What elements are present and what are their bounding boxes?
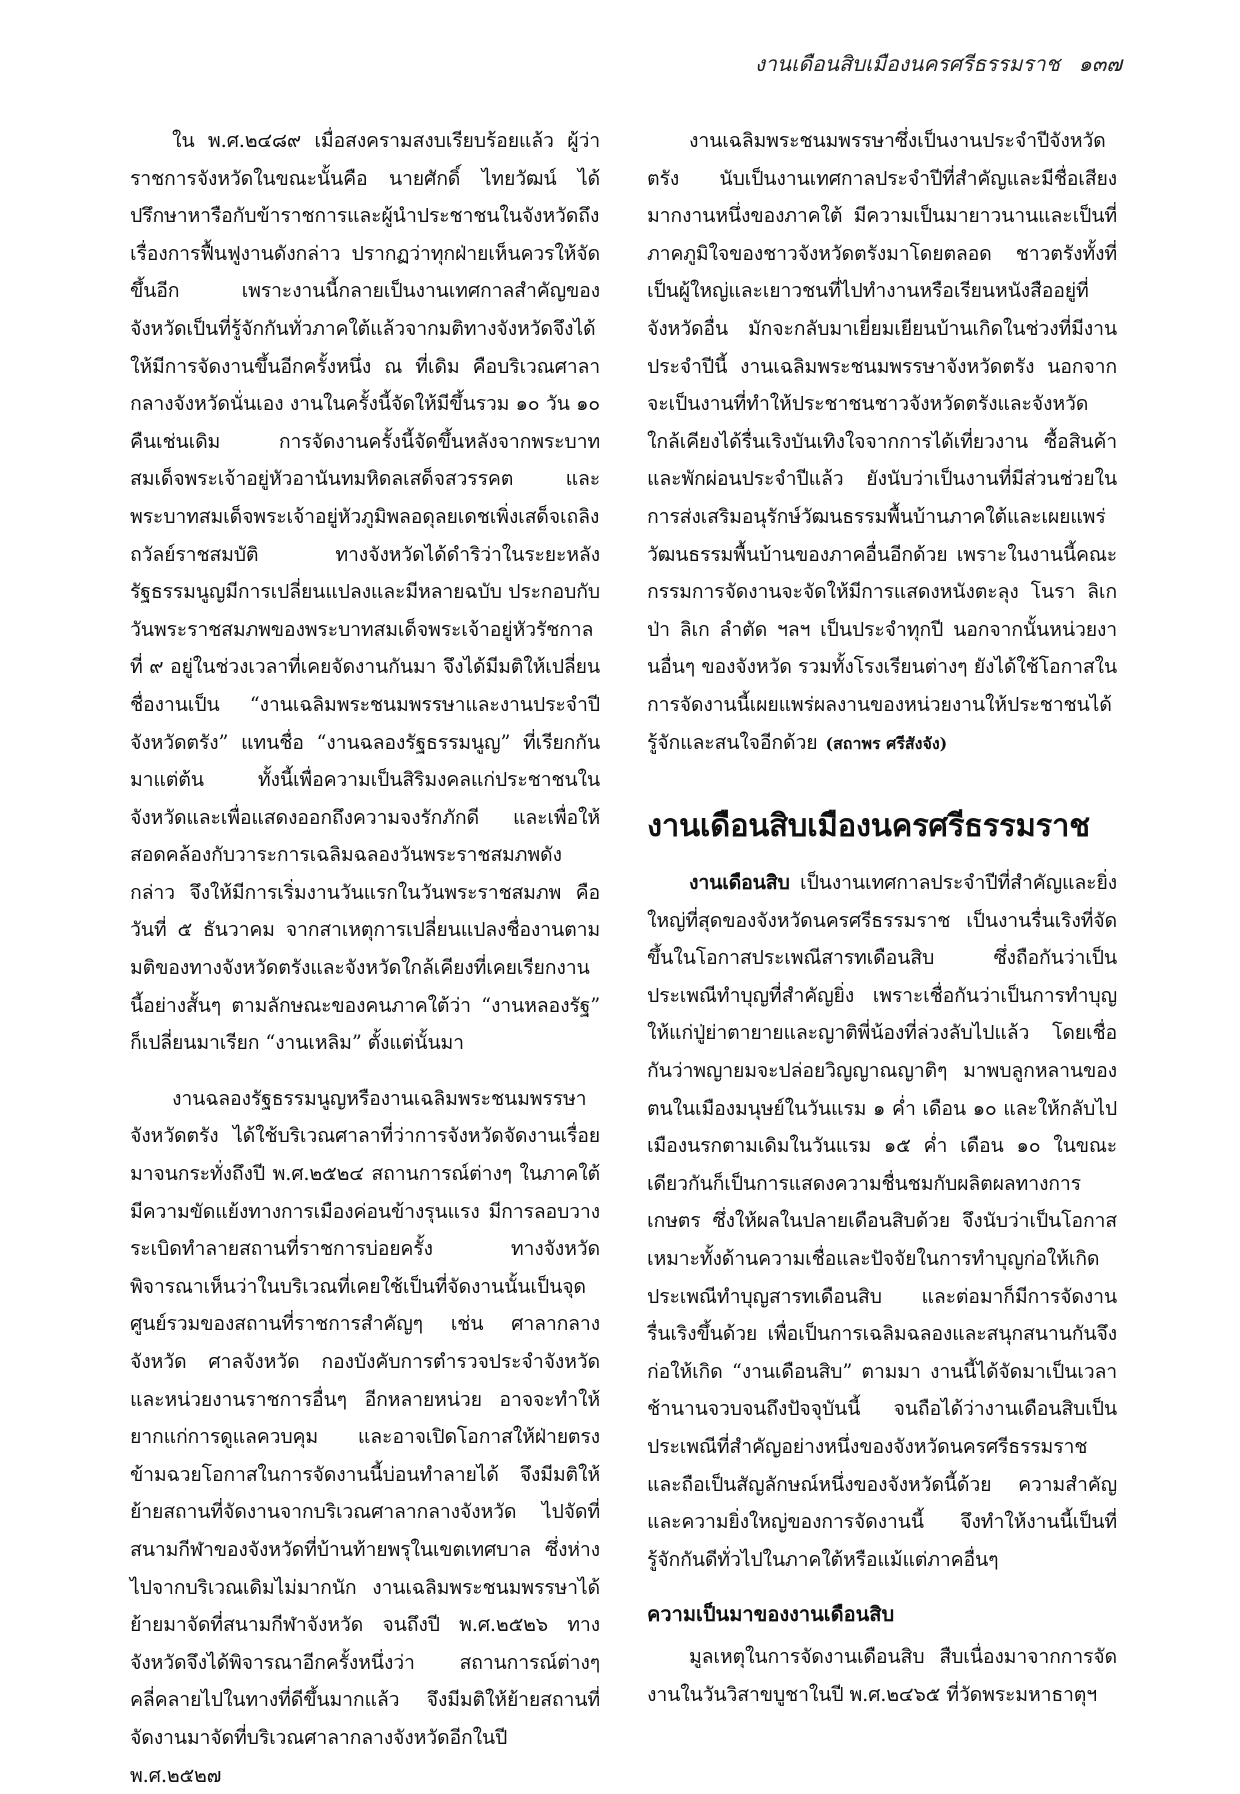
left-column — [130, 122, 600, 1794]
history-paragraph: มูลเหตุในการจัดงานเดือนสิบ สืบเนื่องมาจากการจัดงานในวันวิสาขบูชาในปี พ.ศ.๒๔๖๕ ที่วัดพระมหาธาตุฯ — [647, 1645, 1117, 1706]
running-title: งานเดือนสิบเมืองนครศรีธรรมราช — [754, 52, 1060, 76]
left-paragraph-2: งานฉลองรัฐธรรมนูญหรืองานเฉลิมพระชนมพรรษาจังหวัดตรัง ได้ใช้บริเวณศาลาที่ว่าการจังหวัดจัดงานเรื่อยมาจนกระทั่งถึงปี พ.ศ.๒๕๒๔ สถานการณ์ต่างๆ ในภาคใต้มีความขัดแย้งทางการเมืองค่อนข้างรุนแรง มีการลอบวางระเบิดทำลายสถานที่ราชการบ่อยครั้ง ทางจังหวัดพิจารณาเห็นว่าในบริเวณที่เคยใช้เป็นที่จัดงานนั้นเป็นจุดศูนย์รวมของสถานที่ราชการสำคัญๆ เช่น ศาลากลางจังหวัด ศาลจังหวัด กองบังคับการตำรวจประจำจังหวัด และหน่วยงานราชการอื่นๆ อีกหลายหน่วย อาจจะทำให้ยากแก่การดูแลควบคุม และอาจเปิดโอกาสให้ฝ่ายตรงข้ามฉวยโอกาสในการจัดงานนี้บ่อนทำลายได้ จึงมีมติให้ย้ายสถานที่จัดงานจากบริเวณศาลากลางจังหวัด ไปจัดที่สนามกีฬาของจังหวัดที่บ้านท้ายพรุในเขตเทศบาล ซึ่งห่างไปจากบริเวณเดิมไม่มากนัก งานเฉลิมพระชนมพรรษาได้ย้ายมาจัดที่สนามกีฬาจังหวัด จนถึงปี พ.ศ.๒๕๒๖ ทางจังหวัดจึงได้พิจารณาอีกครั้งหนึ่งว่า สถานการณ์ต่างๆ คลี่คลายไปในทางที่ดีขึ้นมากแล้ว จึงมีมติให้ย้ายสถานที่จัดงานมาจัดที่บริเวณศาลากลางจังหวัดอีกในปี พ.ศ.๒๕๒๗ — [130, 1086, 600, 1787]
history-subheading: ความเป็นมาของงานเดือนสิบ — [647, 1602, 895, 1627]
tenth-month-paragraph — [647, 864, 1117, 1578]
page-number: ๑๓๗ — [1078, 52, 1122, 76]
trang-festival-paragraph — [647, 122, 1117, 762]
running-header — [755, 48, 1122, 81]
tenth-month-text: เป็นงานเทศกาลประจำปีที่สำคัญและยิ่งใหญ่ที่สุดของจังหวัดนครศรีธรรมราช เป็นงานรื่นเริงที่จัดขึ้นในโอกาสประเพณีสารทเดือนสิบ ซึ่งถือกันว่าเป็นประเพณีทำบุญที่สำคัญยิ่ง เพราะเชื่อกันว่าเป็นการทำบุญให้แก่ปู่ย่าตายายและญาติพี่น้องที่ล่วงลับไปแล้ว โดยเชื่อกันว่าพญายมจะปล่อยวิญญาณญาติๆ มาพบลูกหลานของตนในเมืองมนุษย์ในวันแรม ๑ ค่ำ เดือน ๑๐ และให้กลับไปเมืองนรกตามเดิมในวันแรม ๑๕ ค่ำ เดือน ๑๐ ในขณะเดียวกันก็เป็นการแสดงความชื่นชมกับผลิตผลทางการเกษตร ซึ่งให้ผลในปลายเดือนสิบด้วย จึงนับว่าเป็นโอกาสเหมาะทั้งด้านความเชื่อและปัจจัยในการทำบุญก่อให้เกิดประเพณีทำบุญสารทเดือนสิบ และต่อมาก็มีการจัดงานรื่นเริงขึ้นด้วย เพื่อเป็นการเฉลิมฉลองและสนุกสนานกันจึงก่อให้เกิด “งานเดือนสิบ” ตามมา งานนี้ได้จัดมาเป็นเวลาช้านานจวบจนถึงปัจจุบันนี้ จนถือได้ว่างานเดือนสิบเป็นประเพณีที่สำคัญอย่างหนึ่งของจังหวัดนครศรีธรรมราช และถือเป็นสัญลักษณ์หนึ่งของจังหวัดนี้ด้วย ความสำคัญและความยิ่งใหญ่ของการจัดงานนี้ จึงทำให้งานนี้เป็นที่รู้จักกันดีทั่วไปในภาคใต้หรือแม้แต่ภาคอื่นๆ — [647, 871, 1117, 1571]
author-byline: (สถาพร ศรีสังจัง) — [825, 733, 948, 753]
section-title: งานเดือนสิบเมืองนครศรีธรรมราช — [647, 808, 1090, 845]
trang-festival-text: งานเฉลิมพระชนมพรรษาซึ่งเป็นงานประจำปีจังหวัดตรัง นับเป็นงานเทศกาลประจำปีที่สำคัญและมีชื่อเสียงมากงานหนึ่งของภาคใต้ มีความเป็นมายาวนานและเป็นที่ภาคภูมิใจของชาวจังหวัดตรังมาโดยตลอด ชาวตรังทั้งที่เป็นผู้ใหญ่และเยาวชนที่ไปทำงานหรือเรียนหนังสืออยู่ที่จังหวัดอื่น มักจะกลับมาเยี่ยมเยียนบ้านเกิดในช่วงที่มีงานประจำปีนี้ งานเฉลิมพระชนมพรรษาจังหวัดตรัง นอกจากจะเป็นงานที่ทำให้ประชาชนชาวจังหวัดตรังและจังหวัดใกล้เคียงได้รื่นเริงบันเทิงใจจากการได้เที่ยวงาน ซื้อสินค้าและพักผ่อนประจำปีแล้ว ยังนับว่าเป็นงานที่มีส่วนช่วยในการส่งเสริมอนุรักษ์วัฒนธรรมพื้นบ้านภาคใต้และเผยแพร่วัฒนธรรมพื้นบ้านของภาคอื่นอีกด้วย เพราะในงานนี้คณะกรรมการจัดงานจะจัดให้มีการแสดงหนังตะลุง โนรา ลิเกป่า ลิเก ลำตัด ฯลฯ เป็นประจำทุกปี นอกจากนั้นหน่วยงานอื่นๆ ของจังหวัด รวมทั้งโรงเรียนต่างๆ ยังได้ใช้โอกาสในการจัดงานนี้เผยแพร่ผลงานของหน่วยงานให้ประชาชนได้รู้จักและสนใจอีกด้วย — [647, 129, 1117, 754]
paragraph-gap — [130, 1062, 600, 1080]
left-paragraph-1: ใน พ.ศ.๒๔๘๙ เมื่อสงครามสงบเรียบร้อยแล้ว ผู้ว่าราชการจังหวัดในขณะนั้นคือ นายศักดิ์ ไทยวัฒน์ ได้ปรึกษาหารือกับข้าราชการและผู้นำประชาชนในจังหวัดถึงเรื่องการฟื้นฟูงานดังกล่าว ปรากฏว่าทุกฝ่ายเห็นควรให้จัดขึ้นอีก เพราะงานนี้กลายเป็นงานเทศกาลสำคัญของจังหวัดเป็นที่รู้จักกันทั่วภาคใต้แล้วจากมติทางจังหวัดจึงได้ให้มีการจัดงานขึ้นอีกครั้งหนึ่ง ณ ที่เดิม คือบริเวณศาลากลางจังหวัดนั่นเอง งานในครั้งนี้จัดให้มีขึ้นรวม ๑๐ วัน ๑๐ คืนเช่นเดิม การจัดงานครั้งนี้จัดขึ้นหลังจากพระบาทสมเด็จพระเจ้าอยู่หัวอานันทมหิดลเสด็จสวรรคต และพระบาทสมเด็จพระเจ้าอยู่หัวภูมิพลอดุลยเดชเพิ่งเสด็จเถลิงถวัลย์ราชสมบัติ ทางจังหวัดได้ดำริว่าในระยะหลังรัฐธรรมนูญมีการเปลี่ยนแปลงและมีหลายฉบับ ประกอบกับวันพระราชสมภพของพระบาทสมเด็จพระเจ้าอยู่หัวรัชกาลที่ ๙ อยู่ในช่วงเวลาที่เคยจัดงานกันมา จึงได้มีมติให้เปลี่ยนชื่องานเป็น “งานเฉลิมพระชนมพรรษาและงานประจำปีจังหวัดตรัง” แทนชื่อ “งานฉลองรัฐธรรมนูญ” ที่เรียกกันมาแต่ต้น ทั้งนี้เพื่อความเป็นสิริมงคลแก่ประชาชนในจังหวัดและเพื่อแสดงออกถึงความจงรักภักดี และเพื่อให้สอดคล้องกับวาระการเฉลิมฉลองวันพระราชสมภพดังกล่าว จึงให้มีการเริ่มงานวันแรกในวันพระราชสมภพ คือวันที่ ๕ ธันวาคม จากสาเหตุการเปลี่ยนแปลงชื่องานตามมติของทางจังหวัดตรังและจังหวัดใกล้เคียงที่เคยเรียกงานนี้อย่างสั้นๆ ตามลักษณะของคนภาคใต้ว่า “งานหลองรัฐ” ก็เปลี่ยนมาเรียก “งานเหลิม” ตั้งแต่นั้นมา — [130, 129, 600, 1055]
tenth-month-lead: งานเดือนสิบ — [689, 871, 790, 895]
right-column — [647, 122, 1117, 1714]
